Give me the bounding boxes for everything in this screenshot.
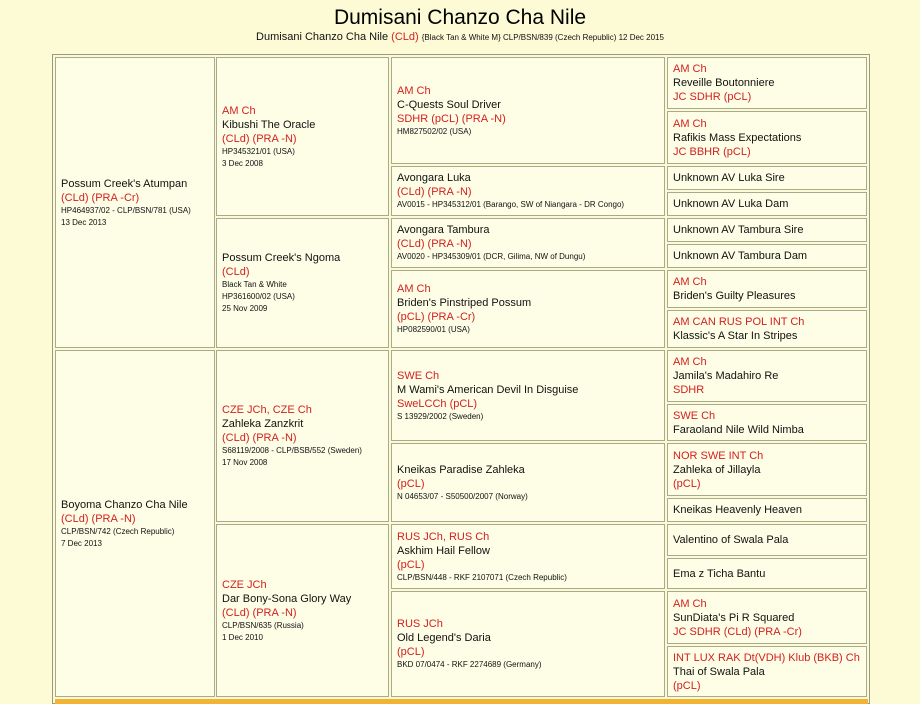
- ancestor-health: (pCL): [673, 477, 701, 490]
- ancestor-name: Kneikas Heavenly Heaven: [673, 504, 803, 516]
- ancestor-name: Unknown AV Luka Dam: [673, 198, 789, 210]
- sire[interactable]: [55, 57, 215, 348]
- dam-dam-health: (CLd) (PRA -N): [222, 606, 297, 619]
- dam-dam-title: CZE JCh: [222, 578, 267, 591]
- ancestor-health: SDHR: [673, 384, 705, 396]
- ancestor-name: C-Quests Soul Driver: [397, 98, 501, 111]
- ancestor-title: AM Ch: [397, 84, 431, 97]
- ancestor-registration: CLP/BSN/448 - RKF 2107071 (Czech Republic): [397, 572, 567, 582]
- ancestor-name: Askhim Hail Fellow: [397, 544, 490, 557]
- ancestor-g4-13[interactable]: [667, 524, 867, 556]
- ancestor-g4-2[interactable]: [667, 111, 867, 164]
- ancestor-title: AM Ch: [673, 117, 707, 130]
- dam-sire-health: (CLd) (PRA -N): [222, 432, 297, 444]
- ancestor-g4-10[interactable]: [667, 404, 867, 441]
- sire-dam-color: Black Tan & White: [222, 280, 287, 289]
- ancestor-g4-3[interactable]: [667, 166, 867, 190]
- ancestor-title: RUS JCh, RUS Ch: [397, 530, 490, 543]
- ancestor-name: Briden's Guilty Pleasures: [673, 290, 796, 302]
- ancestor-title: AM Ch: [673, 597, 707, 610]
- ancestor-registration: N 04653/07 - S50500/2007 (Norway): [397, 491, 528, 501]
- ancestor-name: M Wami's American Devil In Disguise: [397, 383, 579, 396]
- ancestor-name: Faraoland Nile Wild Nimba: [673, 423, 804, 436]
- ancestor-g4-11[interactable]: [667, 443, 867, 496]
- ancestor-health: JC SDHR (CLd) (PRA -Cr): [673, 625, 802, 638]
- dam-sire[interactable]: [216, 350, 389, 522]
- dog-summary: [0, 31, 920, 44]
- sire-dam-registration: HP361600/02 (USA): [222, 292, 295, 301]
- ancestor-name: Rafikis Mass Expectations: [673, 131, 802, 144]
- sire-dam-name: Possum Creek's Ngoma: [222, 252, 341, 264]
- ancestor-g4-9[interactable]: [667, 350, 867, 402]
- dam-sire-registration: S68119/2008 - CLP/BSB/552 (Sweden): [222, 446, 362, 455]
- ancestor-title: AM Ch: [673, 356, 707, 368]
- ancestor-health: (CLd) (PRA -N): [397, 186, 472, 198]
- ancestor-name: Kneikas Paradise Zahleka: [397, 463, 525, 476]
- ancestor-name: Avongara Luka: [397, 172, 471, 184]
- sire-sire-health: (CLd) (PRA -N): [222, 132, 297, 145]
- ancestor-title: INT LUX RAK Dt(VDH) Klub (BKB) Ch: [673, 651, 860, 664]
- page-title: Dumisani Chanzo Cha Nile: [333, 6, 587, 29]
- ancestor-g4-12[interactable]: [667, 498, 867, 522]
- ancestor-g4-15[interactable]: [667, 591, 867, 644]
- ancestor-health: JC SDHR (pCL): [673, 91, 752, 103]
- subject-name: Dumisani Chanzo Cha Nile: [256, 31, 389, 43]
- ancestor-g4-7[interactable]: [667, 270, 867, 308]
- dam-dam-birthdate: 1 Dec 2010: [222, 632, 263, 642]
- ancestor-g3-1[interactable]: [391, 57, 665, 164]
- dam-sire-birthdate: 17 Nov 2008: [222, 458, 268, 467]
- ancestor-g3-5[interactable]: [391, 350, 665, 441]
- sire-dam[interactable]: [216, 218, 389, 348]
- ancestor-health: SDHR (pCL) (PRA -N): [397, 112, 506, 125]
- dam-health: (CLd) (PRA -N): [61, 512, 136, 525]
- ancestor-health: (pCL): [397, 558, 425, 571]
- ancestor-g4-5[interactable]: [667, 218, 867, 242]
- ancestor-g3-2[interactable]: [391, 166, 665, 216]
- ancestor-registration: HM827502/02 (USA): [397, 126, 472, 136]
- ancestor-g3-7[interactable]: [391, 524, 665, 589]
- ancestor-g3-3[interactable]: [391, 218, 665, 268]
- ancestor-health: (CLd) (PRA -N): [397, 238, 472, 250]
- ancestor-title: NOR SWE INT Ch: [673, 449, 764, 462]
- ancestor-name: Old Legend's Daria: [397, 632, 491, 644]
- ancestor-registration: BKD 07/0474 - RKF 2274689 (Germany): [397, 660, 542, 669]
- ancestor-g3-8[interactable]: [391, 591, 665, 697]
- ancestor-g4-8[interactable]: [667, 310, 867, 348]
- dam-sire-name: Zahleka Zanzkrit: [222, 418, 304, 430]
- ancestor-name: Thai of Swala Pala: [673, 665, 765, 678]
- dam-birthdate: 7 Dec 2013: [61, 538, 102, 548]
- ancestor-g3-4[interactable]: [391, 270, 665, 348]
- ancestor-health: (pCL): [397, 646, 425, 658]
- ancestor-name: SunDiata's Pi R Squared: [673, 611, 795, 624]
- ancestor-name: Unknown AV Luka Sire: [673, 172, 785, 184]
- sire-sire-registration: HP345321/01 (USA): [222, 146, 295, 156]
- ancestor-g4-16[interactable]: [667, 646, 867, 697]
- sire-birthdate: 13 Dec 2013: [61, 217, 107, 227]
- ancestor-g4-6[interactable]: [667, 244, 867, 268]
- ancestor-name: Valentino of Swala Pala: [673, 534, 789, 546]
- sire-health: (CLd) (PRA -Cr): [61, 191, 140, 204]
- ancestor-registration: AV0015 - HP345312/01 (Barango, SW of Niangara - DR Congo): [397, 200, 625, 209]
- ancestor-health: (pCL): [397, 477, 425, 490]
- ancestor-g4-4[interactable]: [667, 192, 867, 216]
- ancestor-title: AM Ch: [673, 276, 707, 288]
- sire-registration: HP464937/02 - CLP/BSN/781 (USA): [61, 205, 191, 215]
- dam-name: Boyoma Chanzo Cha Nile: [61, 498, 188, 511]
- subject-details: {Black Tan & White M} CLP/BSN/839 (Czech Republic) 12 Dec 2015: [421, 33, 664, 42]
- dam-dam-registration: CLP/BSN/635 (Russia): [222, 620, 304, 630]
- ancestor-g3-6[interactable]: [391, 443, 665, 522]
- ancestor-health: JC BBHR (pCL): [673, 145, 751, 158]
- sire-sire[interactable]: [216, 57, 389, 216]
- sire-sire-name: Kibushi The Oracle: [222, 118, 316, 131]
- dam-sire-title: CZE JCh, CZE Ch: [222, 404, 312, 416]
- ancestor-registration: S 13929/2002 (Sweden): [397, 411, 484, 421]
- ancestor-name: Reveille Boutonniere: [673, 77, 775, 89]
- ancestor-name: Ema z Ticha Bantu: [673, 567, 766, 580]
- sire-dam-birthdate: 25 Nov 2009: [222, 304, 268, 313]
- dam-dam[interactable]: [216, 524, 389, 697]
- ancestor-name: Klassic's A Star In Stripes: [673, 330, 798, 342]
- ancestor-name: Zahleka of Jillayla: [673, 463, 761, 476]
- sire-sire-title: AM Ch: [222, 104, 256, 117]
- ancestor-name: Avongara Tambura: [397, 224, 490, 236]
- ancestor-title: SWE Ch: [397, 369, 440, 382]
- sire-sire-birthdate: 3 Dec 2008: [222, 158, 263, 168]
- ancestor-health: SweLCCh (pCL): [397, 397, 478, 410]
- dam[interactable]: [55, 350, 215, 697]
- footer-bar: [55, 699, 868, 704]
- ancestor-g4-1[interactable]: [667, 57, 867, 109]
- ancestor-title: AM CAN RUS POL INT Ch: [673, 316, 805, 328]
- ancestor-title: AM Ch: [673, 63, 707, 75]
- ancestor-health: (pCL): [673, 679, 701, 692]
- ancestor-name: Unknown AV Tambura Sire: [673, 224, 804, 236]
- dam-registration: CLP/BSN/742 (Czech Republic): [61, 526, 175, 536]
- ancestor-health: (pCL) (PRA -Cr): [397, 311, 476, 323]
- ancestor-g4-14[interactable]: [667, 558, 867, 589]
- ancestor-registration: AV0020 - HP345309/01 (DCR, Gilima, NW of Dungu): [397, 252, 586, 261]
- ancestor-name: Unknown AV Tambura Dam: [673, 250, 808, 262]
- sire-name: Possum Creek's Atumpan: [61, 177, 188, 190]
- dam-dam-name: Dar Bony-Sona Glory Way: [222, 592, 352, 605]
- sire-dam-health: (CLd): [222, 266, 250, 278]
- ancestor-title: SWE Ch: [673, 409, 716, 422]
- ancestor-title: RUS JCh: [397, 618, 443, 630]
- ancestor-name: Briden's Pinstriped Possum: [397, 297, 532, 309]
- ancestor-title: AM Ch: [397, 283, 431, 295]
- ancestor-registration: HP082590/01 (USA): [397, 325, 470, 334]
- ancestor-name: Jamila's Madahiro Re: [673, 370, 779, 382]
- subject-health: (CLd): [391, 31, 419, 43]
